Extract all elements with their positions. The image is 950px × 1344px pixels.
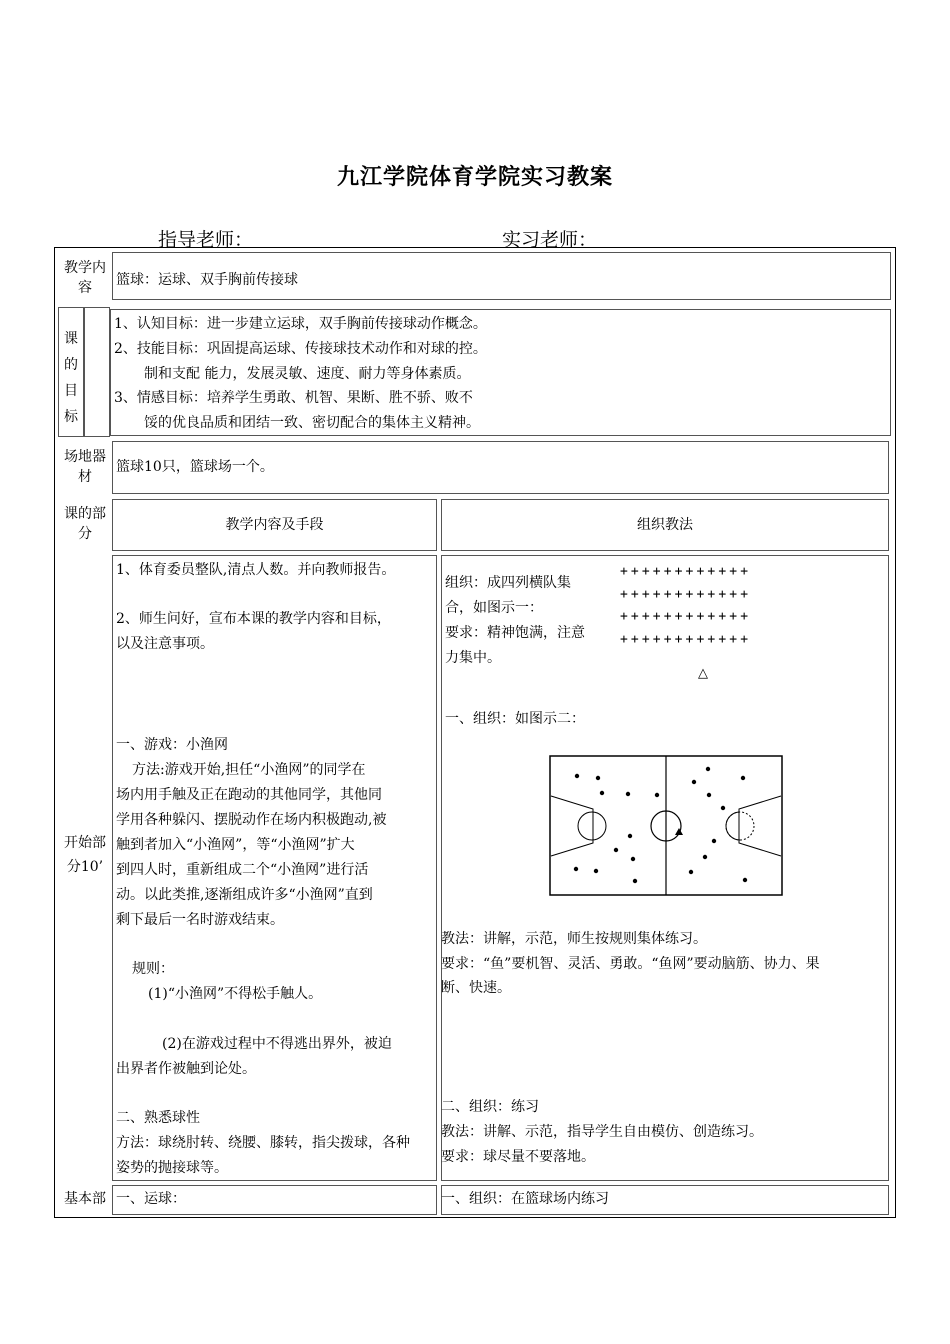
player-dot (743, 878, 747, 882)
method-line-3: 学用各种躲闪、摆脱动作在场内积极跑动,被 (116, 812, 387, 828)
player-dot (707, 793, 711, 797)
formation-row-4: ++++++++++++ (620, 632, 752, 647)
player-dot (655, 793, 659, 797)
req-1a: 要求：精神饱满，注意 (445, 625, 585, 641)
formation-row-2: ++++++++++++ (620, 587, 752, 602)
goal-line-3: 制和支配 能力，发展灵敏、速度、耐力等身体素质。 (144, 366, 471, 382)
equipment-text: 篮球10只，篮球场一个。 (116, 459, 274, 475)
teacher-marker (675, 828, 683, 835)
goal-line-4: 3、情感目标：培养学生勇敢、机智、果断、胜不骄、败不 (114, 390, 473, 406)
org-1a: 组织：成四列横队集 (445, 575, 571, 591)
player-dot (596, 776, 600, 780)
player-dot (574, 867, 578, 871)
player-dot (631, 857, 635, 861)
goals-spacer-cell (84, 307, 110, 437)
rules-title: 规则： (132, 961, 174, 977)
goal-line-2: 2、技能目标：巩固提高运球、传接球技术动作和对球的控。 (114, 341, 487, 357)
rule-2a: (2)在游戏过程中不得逃出界外，被迫 (162, 1036, 392, 1052)
player-dot (633, 879, 637, 883)
content-label: 教学内容 (64, 260, 106, 296)
goal-line-5: 馁的优良品质和团结一致、密切配合的集体主义精神。 (144, 415, 480, 431)
start-item-2a: 2、师生问好，宣布本课的教学内容和目标， (116, 611, 391, 627)
court-diagram (549, 755, 785, 897)
teach-2: 教法：讲解，示范，师生按规则集体练习。 (441, 931, 707, 947)
player-dot (626, 792, 630, 796)
player-dot (614, 848, 618, 852)
col1-header: 教学内容及手段 (225, 517, 324, 533)
teacher-triangle-icon: △ (698, 666, 708, 681)
content-text: 篮球：运球、双手胸前传接球 (116, 272, 298, 288)
player-dot (712, 839, 716, 843)
basic-label: 基本部 (64, 1191, 106, 1207)
player-dots (574, 767, 747, 883)
equipment-label: 场地器材 (64, 449, 106, 485)
method-line-4: 触到者加入“小渔网”，等“小渔网”扩大 (116, 837, 355, 853)
req-2a: 要求：“鱼”要机智、灵活、勇敢。“鱼网”要动脑筋、协力、果 (441, 956, 820, 972)
familiar-line-1: 方法：球绕肘转、绕腰、膝转，指尖拨球，各种 (116, 1135, 410, 1151)
col2-header: 组织教法 (637, 517, 693, 533)
familiar-line-2: 姿势的抛接球等。 (116, 1160, 228, 1176)
teach-3: 教法：讲解、示范，指导学生自由模仿、创造练习。 (441, 1124, 763, 1140)
start-item-2b: 以及注意事项。 (116, 636, 214, 652)
method-line-6: 动。以此类推,逐渐组成许多“小渔网”直到 (116, 887, 373, 903)
player-dot (703, 855, 707, 859)
req-3: 要求：球尽量不要落地。 (441, 1149, 595, 1165)
formation-row-1: ++++++++++++ (620, 564, 752, 579)
right-free-throw-arc (726, 812, 740, 840)
player-dot (706, 767, 710, 771)
player-dot (689, 870, 693, 874)
game-title: 一、游戏：小渔网 (116, 737, 228, 753)
player-dot (628, 834, 632, 838)
section-label: 课的部分 (64, 506, 106, 542)
player-dot (721, 806, 725, 810)
advisor-label: 指导老师： (158, 229, 254, 251)
req-2b: 断、快速。 (441, 980, 511, 996)
method-line-5: 到四人时，重新组成二个“小渔网”进行活 (116, 862, 369, 878)
formation-row-3: ++++++++++++ (620, 609, 752, 624)
org-2: 一、组织：如图示二： (445, 711, 585, 727)
basic-right-text: 一、组织：在篮球场内练习 (441, 1191, 609, 1207)
player-dot (741, 776, 745, 780)
org-3: 二、组织：练习 (441, 1099, 539, 1115)
rule-1: (1)“小渔网”不得松手触人。 (148, 986, 323, 1002)
basic-left-text: 一、运球： (116, 1191, 186, 1207)
org-1b: 合，如图示一： (445, 600, 543, 616)
start-label-2: 分10’ (66, 859, 104, 875)
method-line-2: 场内用手触及正在跑动的其他同学，其他同 (116, 787, 382, 803)
method-line-1: 方法:游戏开始,担任“小渔网”的同学在 (132, 762, 366, 778)
goals-label: 课的目标 (64, 331, 78, 425)
player-dot (692, 780, 696, 784)
goal-line-1: 1、认知目标：进一步建立运球，双手胸前传接球动作概念。 (114, 316, 487, 332)
player-dot (575, 774, 579, 778)
method-line-7: 剩下最后一名时游戏结束。 (116, 912, 284, 928)
player-dot (600, 791, 604, 795)
familiar-title: 二、熟悉球性 (116, 1110, 200, 1126)
start-item-1: 1、体育委员整队,清点人数。并向教师报告。 (116, 562, 396, 578)
page-title: 九江学院体育学院实习教案 (336, 164, 613, 190)
intern-label: 实习老师： (502, 229, 598, 251)
left-lane (551, 796, 593, 856)
rule-2b: 出界者作被触到论处。 (116, 1061, 256, 1077)
left-free-throw-circle (578, 812, 606, 840)
start-label-1: 开始部 (64, 835, 106, 851)
player-dot (594, 869, 598, 873)
right-lane (739, 796, 781, 856)
req-1b: 力集中。 (445, 650, 501, 666)
